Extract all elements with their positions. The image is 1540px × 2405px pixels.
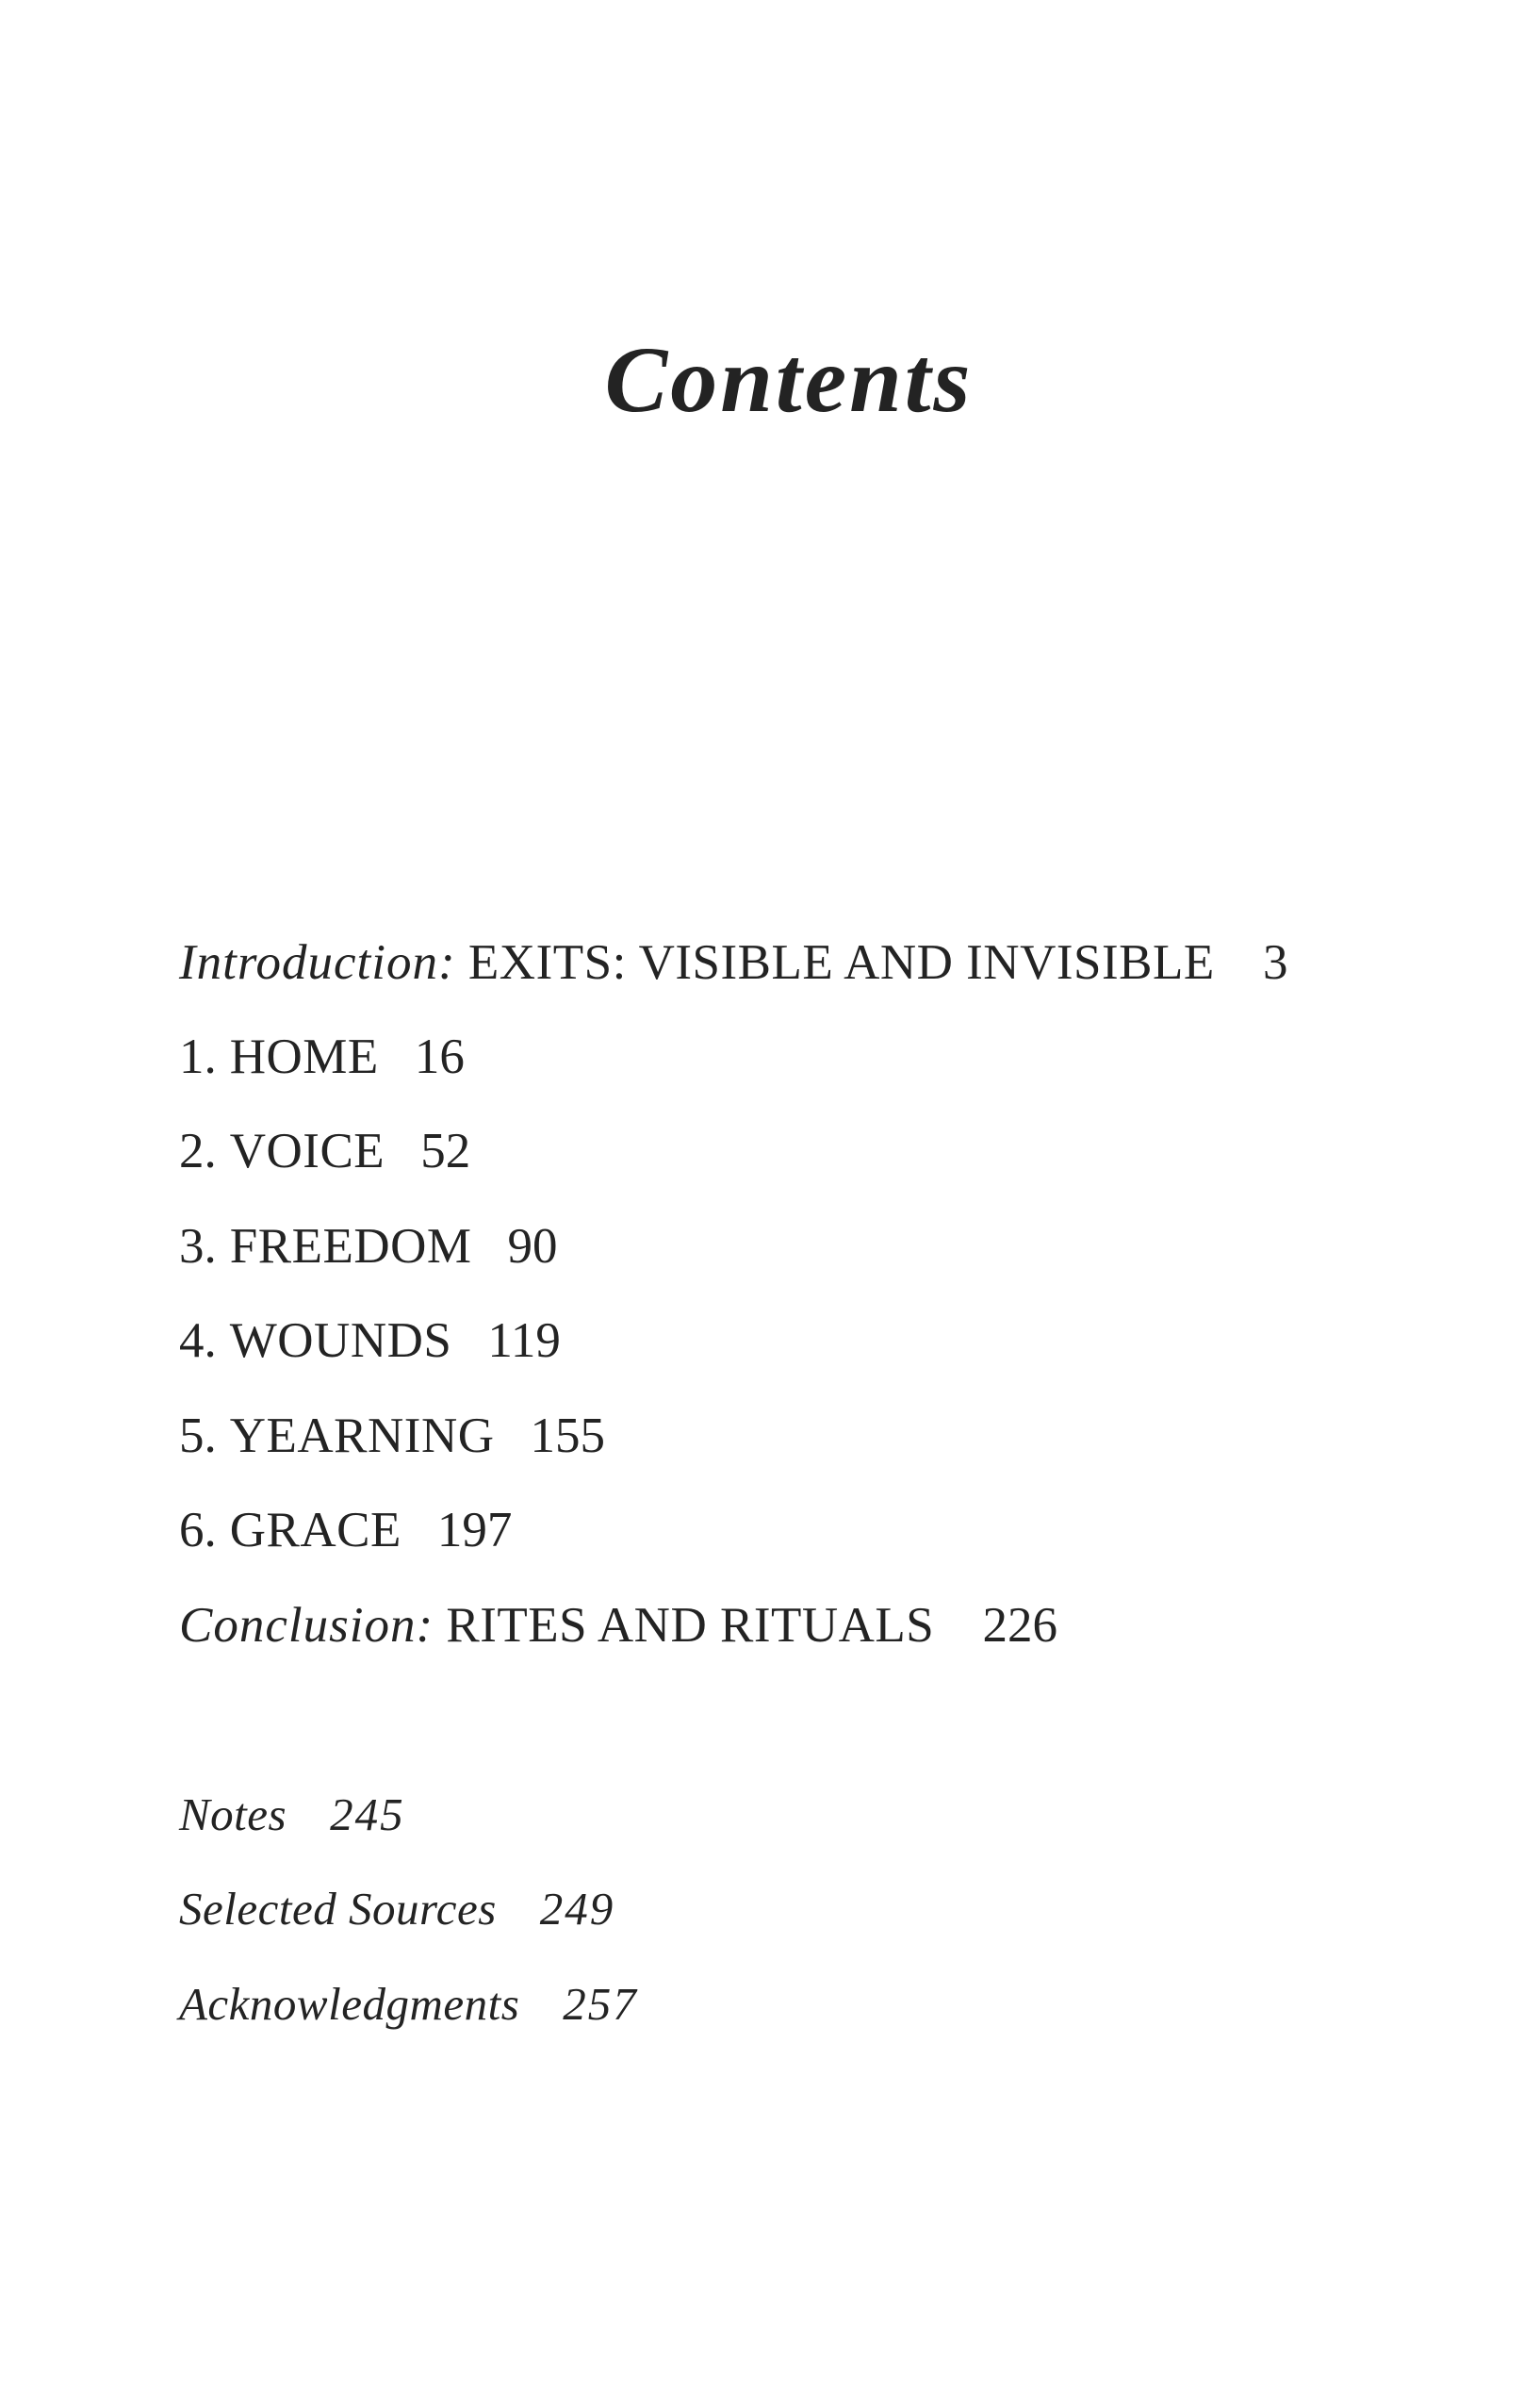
toc-entry-prefix: Introduction:	[179, 935, 456, 990]
toc-entry-title: GRACE	[229, 1503, 401, 1557]
toc-entry-selected-sources[interactable]	[179, 1884, 614, 1934]
toc-entry-prefix: Conclusion:	[179, 1598, 434, 1653]
toc-entry-page-number: 90	[507, 1219, 558, 1274]
toc-entry-title: EXITS: VISIBLE AND INVISIBLE	[467, 935, 1215, 990]
toc-entry-chapter-6[interactable]	[179, 1503, 513, 1557]
toc-entry-page-number: 3	[1262, 935, 1288, 990]
toc-entry-title: FREEDOM	[229, 1219, 472, 1274]
toc-entry-title: WOUNDS	[229, 1313, 452, 1368]
toc-entry-page-number: 245	[330, 1788, 405, 1840]
toc-chapter-number: 4.	[179, 1313, 217, 1368]
toc-entry-introduction[interactable]	[179, 935, 1288, 990]
toc-entry-page-number: 257	[563, 1978, 638, 2030]
toc-chapter-number: 1.	[179, 1030, 217, 1084]
toc-entry-page-number: 155	[530, 1408, 605, 1463]
toc-entry-title: Selected Sources	[179, 1883, 497, 1935]
toc-entry-title: RITES AND RITUALS	[446, 1598, 935, 1653]
toc-chapter-number: 3.	[179, 1219, 217, 1274]
toc-chapter-number: 6.	[179, 1503, 217, 1557]
toc-entry-title: VOICE	[229, 1124, 385, 1178]
toc-entry-chapter-3[interactable]	[179, 1219, 558, 1274]
toc-entry-title: HOME	[229, 1030, 379, 1084]
toc-entry-page-number: 119	[487, 1313, 561, 1368]
toc-entry-page-number: 197	[436, 1503, 513, 1557]
toc-entry-title: Notes	[179, 1788, 287, 1840]
toc-entry-page-number: 16	[414, 1030, 465, 1084]
toc-entry-page-number: 52	[420, 1124, 471, 1178]
toc-entry-page-number: 249	[539, 1883, 615, 1935]
toc-entry-chapter-2[interactable]	[179, 1124, 471, 1178]
toc-entry-title: YEARNING	[229, 1408, 495, 1463]
toc-entry-chapter-1[interactable]	[179, 1032, 465, 1082]
toc-chapter-number: 5.	[179, 1408, 217, 1463]
toc-entry-chapter-5[interactable]	[179, 1408, 605, 1463]
toc-entry-page-number: 226	[982, 1598, 1058, 1653]
toc-entry-chapter-4[interactable]	[179, 1313, 561, 1368]
toc-entry-notes[interactable]	[179, 1789, 405, 1839]
toc-entry-conclusion[interactable]	[179, 1598, 1058, 1653]
toc-entry-acknowledgments[interactable]	[179, 1979, 638, 2029]
toc-chapter-number: 2.	[179, 1124, 217, 1178]
toc-entry-title: Acknowledgments	[179, 1978, 520, 2030]
page-title: Contents	[604, 327, 974, 432]
